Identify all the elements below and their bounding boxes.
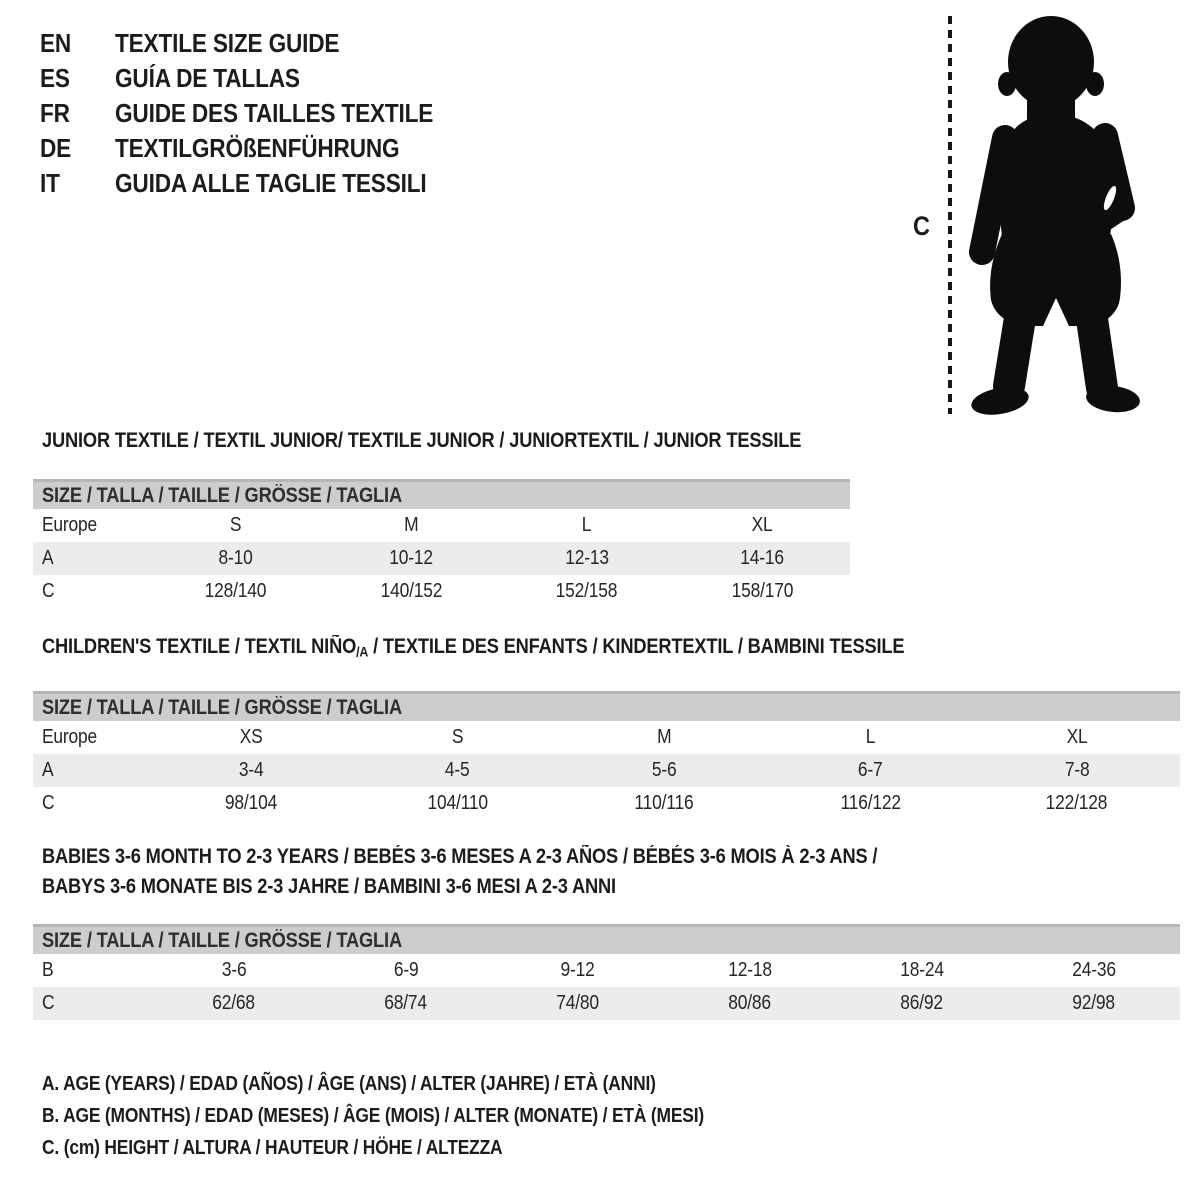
size-cell: 6-7 (858, 758, 883, 781)
row-label-cell: B (42, 959, 54, 981)
section-title: BABIES 3-6 MONTH TO 2-3 YEARS / BEBÉS 3-6 MESES A 2-3 AÑOS / BÉBÉS 3-6 MOIS À 2-3 ANS / BABYS 3-6 MONATE BIS 2-3 JAHRE / BAMBINI 3-6 MESI A 2-3 ANNI (42, 845, 878, 898)
table-row (33, 754, 1180, 787)
size-cell: 4-5 (445, 758, 470, 781)
row-label-cell: C (42, 580, 55, 602)
measure-label-c: C (913, 211, 930, 241)
size-header-bar: SIZE / TALLA / TAILLE / GRÖSSE / TAGLIA (33, 691, 1180, 721)
junior-size-table (33, 509, 850, 608)
size-cell: XL (751, 514, 773, 536)
row-label-cell: A (42, 758, 54, 781)
size-cell: 152/158 (555, 580, 618, 602)
table-row (33, 954, 1180, 987)
size-cell: 80/86 (728, 992, 772, 1014)
size-cell: 5-6 (651, 758, 677, 781)
lang-label: GUIDA ALLE TAGLIE TESSILI (115, 168, 427, 198)
row-label-cell: C (42, 992, 55, 1014)
size-header-bar: SIZE / TALLA / TAILLE / GRÖSSE / TAGLIA (33, 924, 1180, 954)
lang-code: ES (40, 63, 70, 93)
language-header (40, 26, 481, 201)
size-cell: 12-18 (728, 959, 772, 981)
size-cell: 14-16 (740, 547, 785, 569)
table-row (33, 509, 850, 542)
table-row (33, 721, 1180, 754)
lang-code: FR (40, 98, 70, 128)
lang-label: GUIDE DES TAILLES TEXTILE (115, 98, 434, 128)
row-label-cell: C (42, 791, 55, 814)
section-junior-textile (33, 430, 850, 608)
size-cell: 24-36 (1072, 959, 1116, 981)
size-cell: 140/152 (380, 580, 443, 602)
section-title: JUNIOR TEXTILE / TEXTIL JUNIOR/ TEXTILE JUNIOR / JUNIORTEXTIL / JUNIOR TESSILE (42, 429, 802, 452)
height-measure-dashed-line (948, 16, 952, 414)
section-childrens-textile (33, 636, 1180, 820)
footnote-c-height-cm: C. (cm) HEIGHT / ALTURA / HAUTEUR / HÖHE / ALTEZZA (42, 1137, 503, 1159)
size-cell: 158/170 (731, 580, 794, 602)
size-cell: 3-4 (238, 758, 264, 781)
lang-label: GUÍA DE TALLAS (115, 63, 300, 93)
size-header-bar: SIZE / TALLA / TAILLE / GRÖSSE / TAGLIA (33, 479, 850, 509)
size-cell: 6-9 (393, 959, 419, 981)
lang-label: TEXTILGRÖßENFÜHRUNG (115, 133, 400, 163)
children-size-table (33, 721, 1180, 820)
lang-row-fr (40, 96, 481, 131)
size-cell: 98/104 (225, 791, 278, 814)
section-title: CHILDREN'S TEXTILE / TEXTIL $NIÑO_{/A}$ / TEXTILE DES ENFANTS / KINDERTEXTIL / BAMBINI TESSILE (42, 635, 905, 661)
size-cell: XL (1066, 725, 1088, 748)
nino-a-subscript: /A (356, 644, 369, 661)
size-cell: 12-13 (564, 547, 609, 569)
lang-code: DE (40, 133, 72, 163)
lang-code: IT (40, 168, 60, 198)
row-label-cell: A (42, 547, 54, 569)
size-cell: S (451, 725, 464, 748)
size-cell: M (404, 514, 419, 536)
size-cell: 86/92 (900, 992, 944, 1014)
size-cell: 68/74 (384, 992, 428, 1014)
size-cell: L (865, 725, 876, 748)
row-label-cell: Europe (42, 725, 98, 748)
size-cell: 92/98 (1072, 992, 1116, 1014)
size-cell: M (656, 725, 672, 748)
size-cell: XS (239, 725, 263, 748)
section-babies-textile (33, 842, 1180, 1020)
row-label-cell: Europe (42, 514, 98, 536)
size-cell: S (230, 514, 242, 536)
lang-row-it (40, 166, 481, 201)
size-cell: 104/110 (427, 791, 488, 814)
size-cell: 8-10 (218, 547, 253, 569)
size-cell: 116/122 (840, 791, 901, 814)
lang-row-de (40, 131, 481, 166)
size-cell: 122/128 (1045, 791, 1108, 814)
lang-label: TEXTILE SIZE GUIDE (115, 28, 340, 58)
size-cell: 62/68 (212, 992, 256, 1014)
table-row (33, 542, 850, 575)
lang-row-en (40, 26, 481, 61)
size-cell: 74/80 (556, 992, 600, 1014)
table-row (33, 987, 1180, 1020)
table-row (33, 787, 1180, 820)
babies-size-table (33, 954, 1180, 1020)
toddler-silhouette-image (963, 12, 1148, 418)
size-cell: 9-12 (560, 959, 596, 981)
size-cell: 18-24 (900, 959, 944, 981)
size-cell: L (581, 514, 592, 536)
legend-footnotes (42, 1068, 803, 1164)
footnote-a-age-years: A. AGE (YEARS) / EDAD (AÑOS) / ÂGE (ANS) / ALTER (JAHRE) / ETÀ (ANNI) (42, 1073, 656, 1095)
lang-code: EN (40, 28, 72, 58)
size-cell: 10-12 (389, 547, 434, 569)
size-cell: 7-8 (1064, 758, 1090, 781)
footnote-b-age-months: B. AGE (MONTHS) / EDAD (MESES) / ÂGE (MOIS) / ALTER (MONATE) / ETÀ (MESI) (42, 1105, 705, 1127)
size-cell: 3-6 (221, 959, 247, 981)
table-row (33, 575, 850, 608)
size-cell: 110/116 (634, 791, 694, 814)
size-cell: 128/140 (204, 580, 267, 602)
lang-row-es (40, 61, 481, 96)
